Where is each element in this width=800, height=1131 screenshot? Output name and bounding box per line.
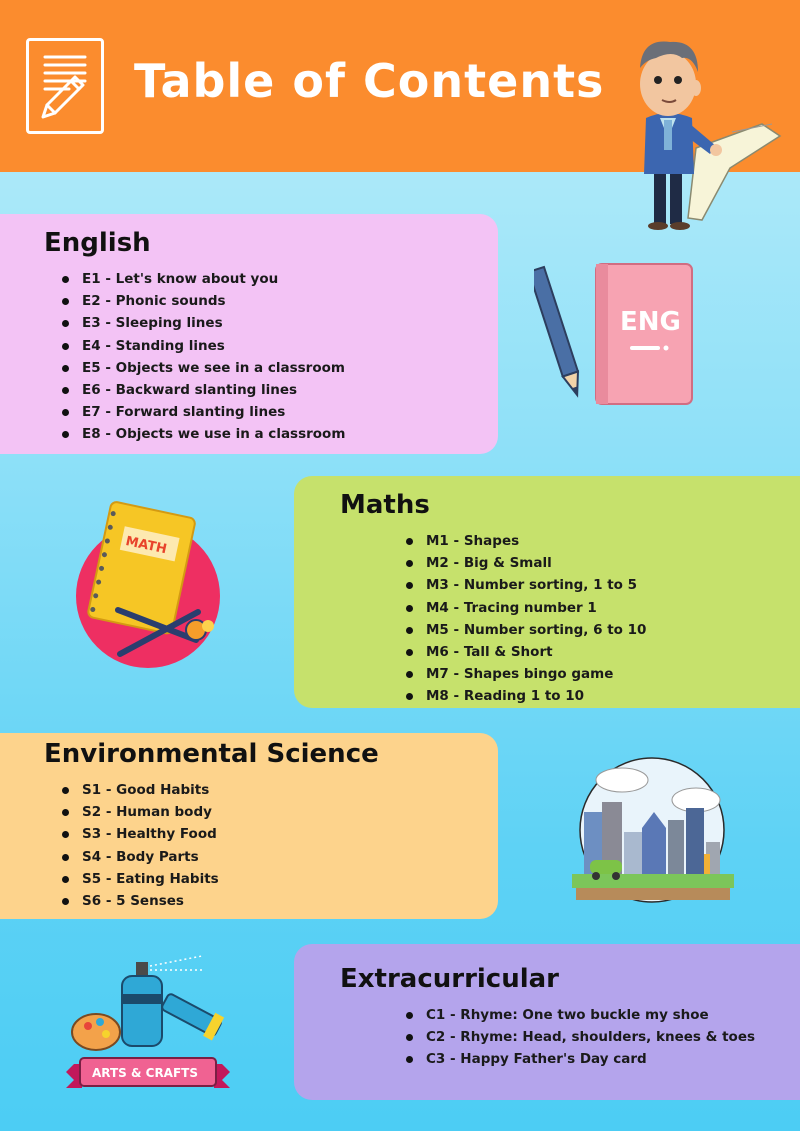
notepad-pencil-icon: [26, 38, 104, 134]
list-item: E4 - Standing lines: [62, 335, 498, 357]
list-item: E6 - Backward slanting lines: [62, 379, 498, 401]
list-item: M8 - Reading 1 to 10: [406, 685, 800, 707]
list-item: M7 - Shapes bingo game: [406, 663, 800, 685]
list-item: E3 - Sleeping lines: [62, 312, 498, 334]
arts-crafts-illustration: [62, 954, 234, 1104]
section-extracurricular: [294, 944, 800, 1100]
list-item: M5 - Number sorting, 6 to 10: [406, 619, 800, 641]
list-item: E2 - Phonic sounds: [62, 290, 498, 312]
section-title-extracurricular: Extracurricular: [340, 964, 560, 994]
list-item: M6 - Tall & Short: [406, 641, 800, 663]
section-english: [0, 214, 498, 454]
section-environmental-science: [0, 733, 498, 919]
page-title: Table of Contents: [134, 54, 605, 108]
english-book-pencil-illustration: [534, 256, 704, 412]
list-item: S2 - Human body: [62, 801, 498, 823]
list-item: C3 - Happy Father's Day card: [406, 1048, 800, 1070]
section-title-english: English: [44, 228, 151, 258]
list-item: S5 - Eating Habits: [62, 868, 498, 890]
list-item: M1 - Shapes: [406, 530, 800, 552]
list-item: M2 - Big & Small: [406, 552, 800, 574]
list-item: S1 - Good Habits: [62, 779, 498, 801]
list-item: S3 - Healthy Food: [62, 823, 498, 845]
list-item: C2 - Rhyme: Head, shoulders, knees & toes: [406, 1026, 800, 1048]
section-list-english: [62, 268, 498, 446]
arts-crafts-banner-label: ARTS & CRAFTS: [92, 1066, 198, 1080]
list-item: E7 - Forward slanting lines: [62, 401, 498, 423]
list-item: E5 - Objects we see in a classroom: [62, 357, 498, 379]
section-list-extracurricular: [406, 1004, 800, 1071]
teacher-reading-illustration: [612, 28, 792, 238]
section-title-maths: Maths: [340, 490, 430, 520]
list-item: E8 - Objects we use in a classroom: [62, 423, 498, 445]
list-item: E1 - Let's know about you: [62, 268, 498, 290]
section-maths: [294, 476, 800, 708]
math-book-label: MATH: [124, 533, 169, 558]
list-item: S4 - Body Parts: [62, 846, 498, 868]
section-title-environmental-science: Environmental Science: [44, 739, 379, 769]
math-book-compass-illustration: [58, 500, 236, 668]
section-list-environmental-science: [62, 779, 498, 912]
list-item: M4 - Tracing number 1: [406, 597, 800, 619]
english-book-label: ENG: [620, 307, 681, 337]
section-list-maths: [406, 530, 800, 708]
list-item: M3 - Number sorting, 1 to 5: [406, 574, 800, 596]
list-item: C1 - Rhyme: One two buckle my shoe: [406, 1004, 800, 1026]
list-item: S6 - 5 Senses: [62, 890, 498, 912]
city-globe-illustration: [566, 750, 740, 908]
